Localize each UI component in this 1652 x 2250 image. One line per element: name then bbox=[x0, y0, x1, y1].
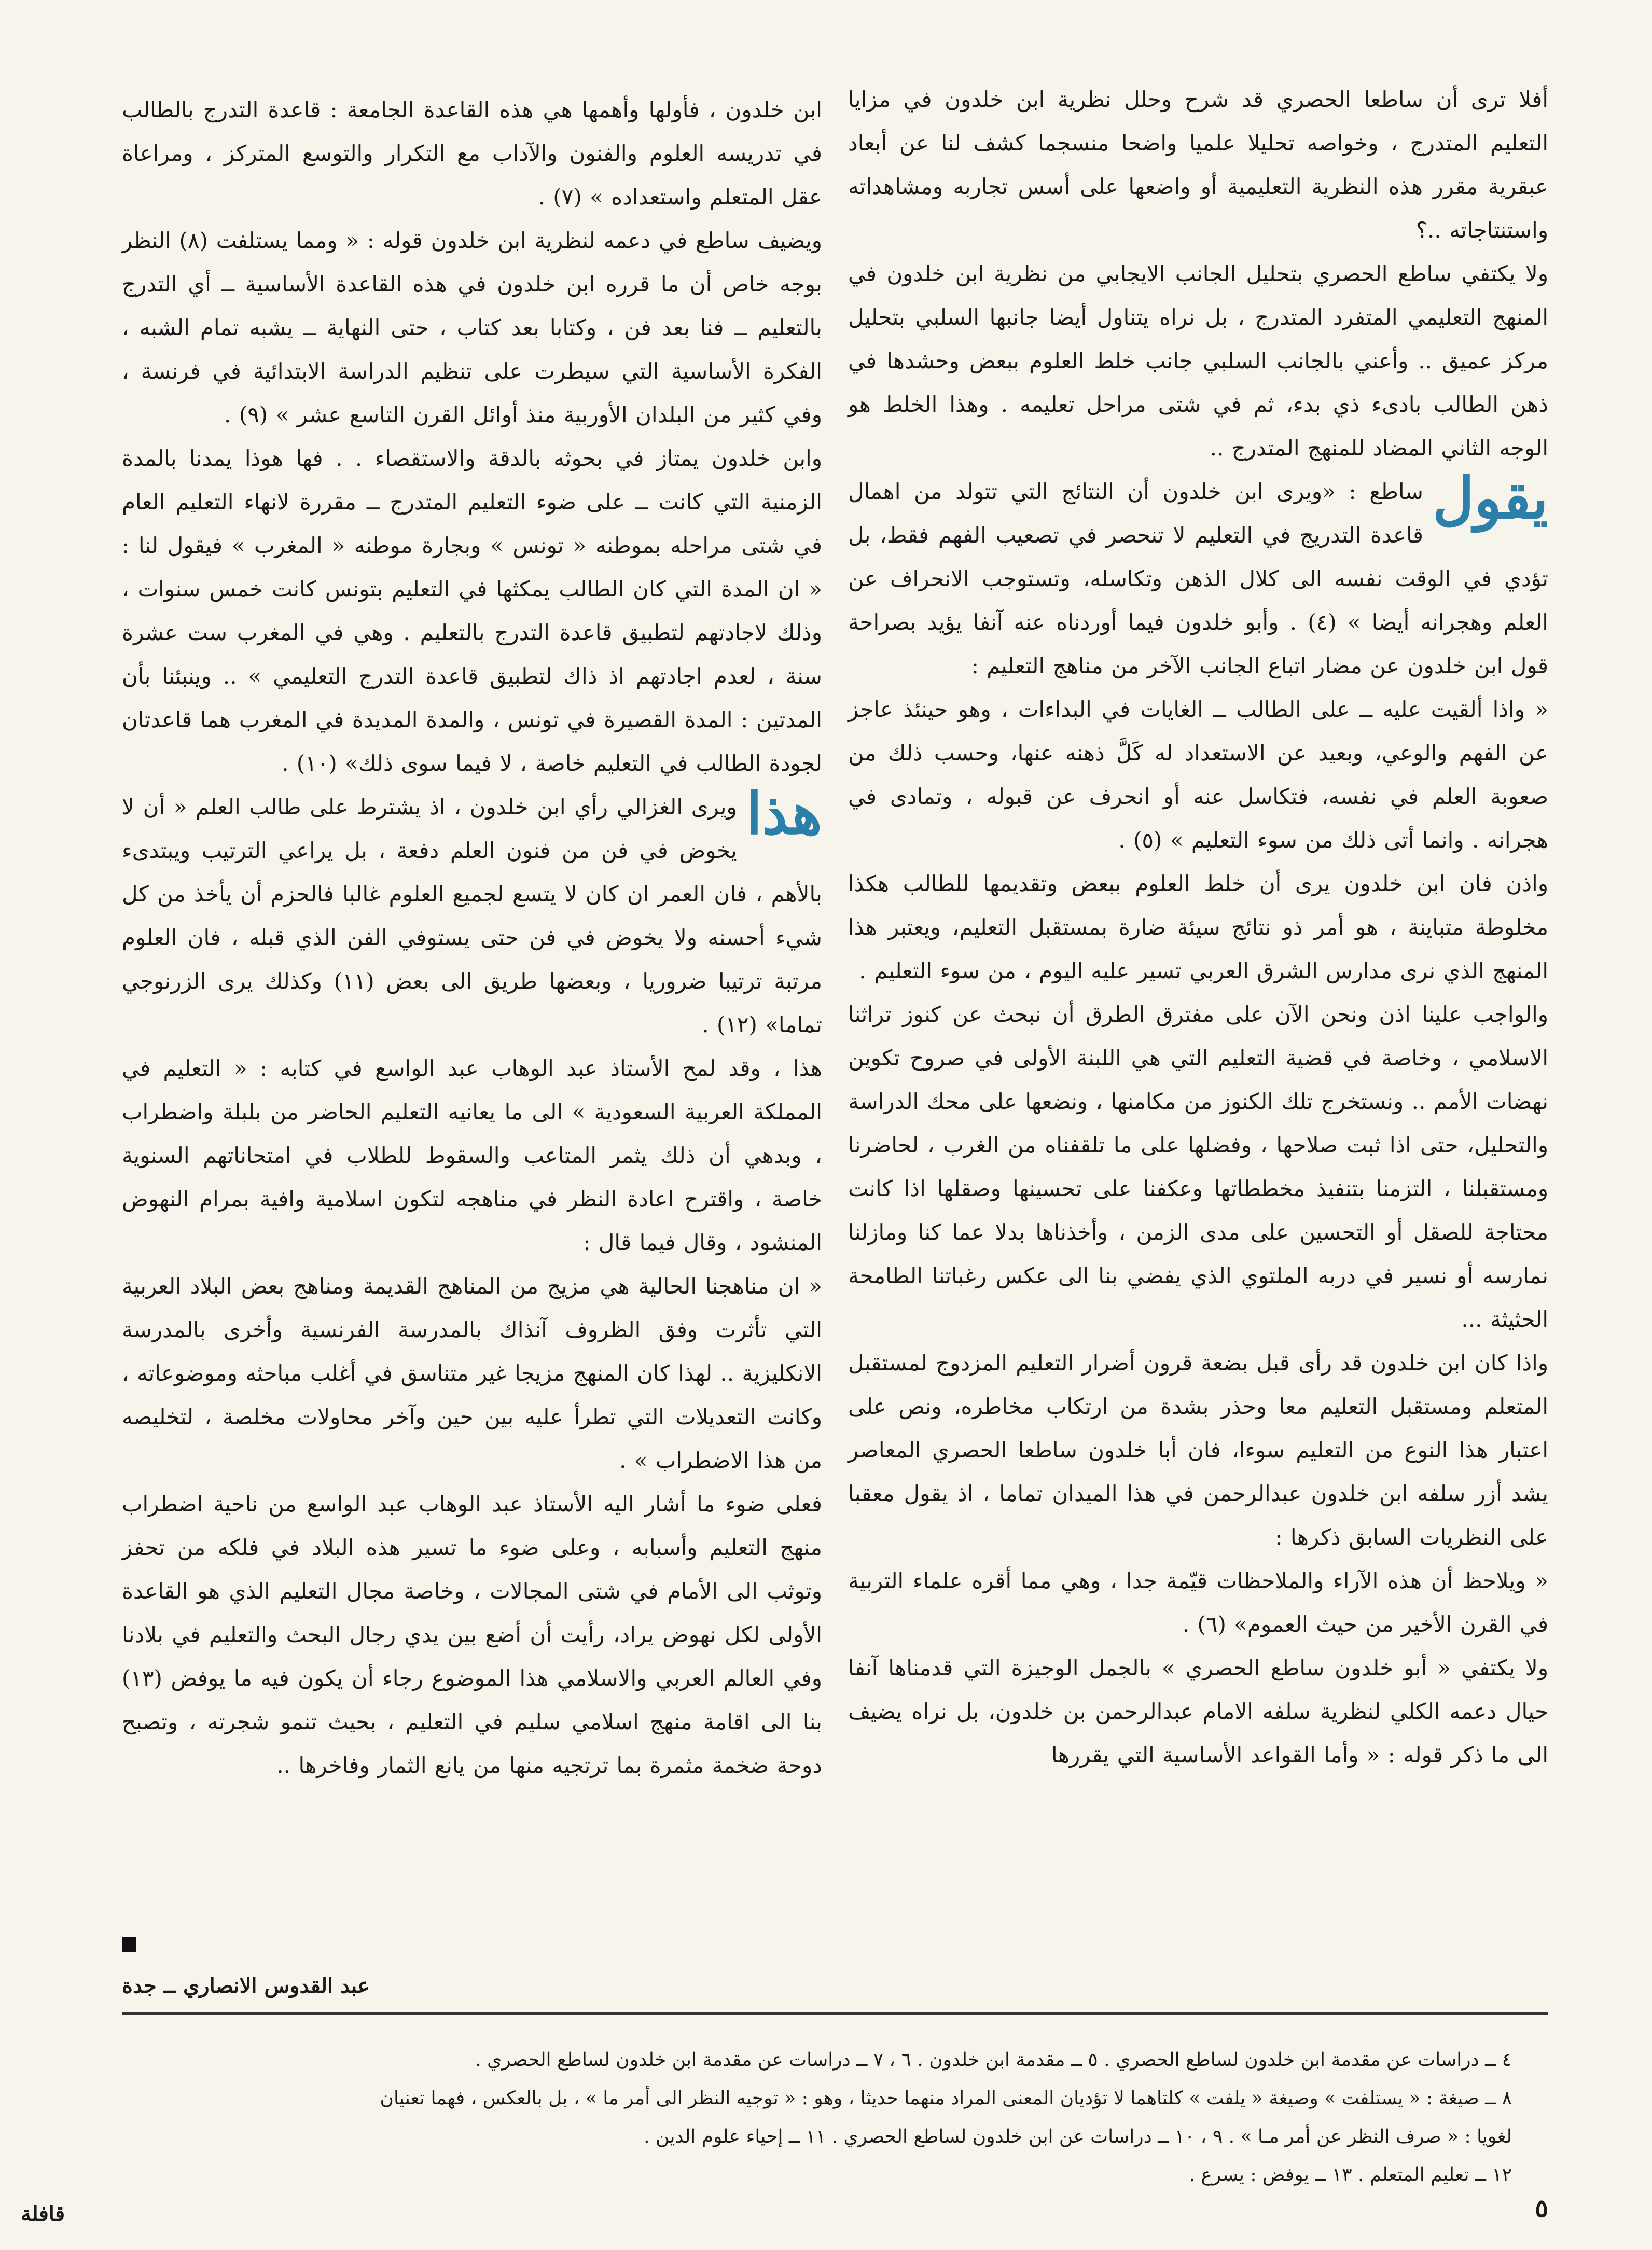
footnote-line: ٤ ــ دراسات عن مقدمة ابن خلدون لساطع الحصري . ٥ ــ مقدمة ابن خلدون . ٦ ، ٧ ــ دراسات عن مقدمة ابن خلدون لساطع الحصري . bbox=[475, 2049, 1512, 2071]
paragraph: وابن خلدون يمتاز في بحوثه بالدقة والاستقصاء . . فها هوذا يمدنا بالمدة الزمنية التي كانت ــ على ضوء التعليم المتدرج ــ مقررة لانهاء التعليم العام في شتى مراحله بموطنه « تونس » وبجارة موطنه « المغرب » فيقول لنا : « ان المدة التي كان الطالب يمكثها في التعليم بتونس كانت خمس سنوات ، وذلك لاجادتهم لتطبيق قاعدة التدرج بالتعليم . وهي في المغرب ست عشرة سنة ، لعدم اجادتهم اذ ذاك لتطبيق قاعدة التدرج التعليمي » .. وينبئنا بأن المدتين : المدة القصيرة في تونس ، والمدة المديدة في المغرب هما قاعدتان لجودة الطالب في التعليم خاصة ، لا فيما سوى ذلك» (١٠) . bbox=[122, 446, 822, 776]
paragraph: « واذا ألقيت عليه ــ على الطالب ــ الغايات في البداءات ، وهو حينئذ عاجز عن الفهم والوعي، وبعيد عن الاستعداد له كَلَّ ذهنه عنها، وحسب ذلك من صعوبة العلم في نفسه، فتكاسل عنه أو انحرف عن قبوله ، وتمادى في هجرانه . وانما أتى ذلك من سوء التعليم » (٥) . bbox=[848, 697, 1548, 853]
paragraph: هذا ، وقد لمح الأستاذ عبد الوهاب عبد الواسع في كتابه : « التعليم في المملكة العربية السعودية » الى ما يعانيه التعليم الحاضر من بلبلة واضطراب ، وبدهي أن ذلك يثمر المتاعب والسقوط للطلاب في امتحاناتهم السنوية خاصة ، واقترح اعادة النظر في مناهجه لتكون اسلامية وافية بمرام النهوض المنشود ، وقال فيما قال : bbox=[122, 1055, 822, 1255]
paragraph: يقول ساطع : «ويرى ابن خلدون أن النتائج التي تتولد من اهمال قاعدة التدريج في التعليم لا تنحصر في تصعيب الفهم فقط، بل تؤدي في الوقت نفسه الى كلال الذهن وتكاسله، وتستوجب الانحراف عن العلم وهجرانه أيضا » (٤) . وأبو خلدون فيما أوردناه عنه آنفا يؤيد بصراحة قول ابن خلدون عن مضار اتباع الجانب الآخر من مناهج التعليم : bbox=[848, 465, 1548, 678]
paragraph: واذا كان ابن خلدون قد رأى قبل بضعة قرون أضرار التعليم المزدوج لمستقبل المتعلم ومستقبل التعليم معا وحذر بشدة من ارتكاب مخاطره، ونص على اعتبار هذا النوع من التعليم سوءا، فان أبا خلدون ساطعا الحصري المعاصر يشد أزر سلفه ابن خلدون عبدالرحمن في هذا الميدان تماما ، اذ يقول معقبا على النظريات السابق ذكرها : bbox=[848, 1350, 1548, 1550]
footnotes bbox=[122, 2041, 1512, 2195]
drop-cap-word: هذا bbox=[746, 780, 822, 847]
footnote-line: لغويا : « صرف النظر عن أمر مـا » . ٩ ، ١٠ ــ دراسات عن ابن خلدون لساطع الحصري . ١١ ــ إحياء علوم الدين . bbox=[644, 2126, 1512, 2147]
paragraph: فعلى ضوء ما أشار اليه الأستاذ عبد الوهاب عبد الواسع من ناحية اضطراب منهج التعليم وأسبابه ، وعلى ضوء ما تسير هذه البلاد في فلكه من تحفز وتوثب الى الأمام في شتى المجالات ، وخاصة مجال التعليم الذي هو القاعدة الأولى لكل نهوض يراد، رأيت أن أضع بين يدي رجال البحث والتعليم في بلادنا وفي العالم العربي والاسلامي هذا الموضوع رجاء أن يكون فيه ما يوفض (١٣) بنا الى اقامة منهج اسلامي سليم في التعليم ، بحيث تنمو شجرته ، وتصبح دوحة ضخمة مثمرة بما ترتجيه منها من يانع الثمار وفاخرها .. bbox=[122, 1491, 822, 1778]
paragraph: والواجب علينا اذن ونحن الآن على مفترق الطرق أن نبحث عن كنوز تراثنا الاسلامي ، وخاصة في قضية التعليم التي هي اللبنة الأولى في صروح تكوين نهضات الأمم .. ونستخرج تلك الكنوز من مكامنها ، ونضعها على محك الدراسة والتحليل، حتى اذا ثبت صلاحها ، وفضلها على ما تلقفناه من الغرب ، لحاضرنا ومستقبلنا ، التزمنا بتنفيذ مخططاتها وعكفنا على تحسينها وصقلها اذا كانت محتاجة للصقل أو التحسين على مدى الزمن ، وأخذناها بدلا عما كنا ومازلنا نمارسه أو نسير في دربه الملتوي الذي يفضي بنا الى عكس رغباتنا الطامحة الحثيثة ... bbox=[848, 1002, 1548, 1332]
footnote-line: ٨ ــ صيغة : « يستلفت » وصيغة « يلفت » كلتاهما لا تؤديان المعنى المراد منهما حديثا ، وهو : « توجيه النظر الى أمر ما » ، بل بالعكس ، فهما تعنيان bbox=[380, 2088, 1512, 2109]
paragraph: واذن فان ابن خلدون يرى أن خلط العلوم ببعض وتقديمها للطالب هكذا مخلوطة متباينة ، هو أمر ذو نتائج سيئة ضارة بمستقبل التعليم، ويعتبر هذا المنهج الذي نرى مدارس الشرق العربي تسير عليه اليوم ، من سوء التعليم . bbox=[848, 871, 1548, 983]
paragraph: أفلا ترى أن ساطعا الحصري قد شرح وحلل نظرية ابن خلدون في مزايا التعليم المتدرج ، وخواصه تحليلا علميا واضحا منسجما كشف لنا عن أبعاد عبقرية مقرر هذه النظرية التعليمية أو واضعها على أسس تجاربه ومشاهداته واستنتاجاته ..؟ bbox=[848, 87, 1548, 243]
page-number: ٥ bbox=[1535, 2194, 1548, 2223]
paragraph: ولا يكتفي « أبو خلدون ساطع الحصري » بالجمل الوجيزة التي قدمناها آنفا حيال دعمه الكلي لنظرية سلفه الامام عبدالرحمن بن خلدون، بل نراه يضيف الى ما ذكر قوله : « وأما القواعد الأساسية التي يقررها bbox=[848, 1655, 1548, 1768]
paragraph: ويضيف ساطع في دعمه لنظرية ابن خلدون قوله : « ومما يستلفت (٨) النظر بوجه خاص أن ما قرره ابن خلدون في هذه القاعدة الأساسية ــ أي التدرج بالتعليم ــ فنا بعد فن ، وكتابا بعد كتاب ، حتى النهاية ــ يشبه تمام الشبه ، الفكرة الأساسية التي سيطرت على تنظيم الدراسة الابتدائية في فرنسة ، وفي كثير من البلدان الأوربية منذ أوائل القرن التاسع عشر » (٩) . bbox=[122, 228, 822, 427]
right-column bbox=[848, 78, 1548, 1777]
drop-cap-word: يقول bbox=[1432, 465, 1548, 532]
paragraph: هذا ويرى الغزالي رأي ابن خلدون ، اذ يشترط على طالب العلم « أن لا يخوض في فن من فنون العلم دفعة ، بل يراعي الترتيب ويبتدىء بالأهم ، فان العمر ان كان لا يتسع لجميع العلوم غالبا فالحزم أن يأخذ من كل شيء أحسنه ولا يخوض في فن حتى يستوفي الفن الذي قبله ، فان العلوم مرتبة ترتيبا ضروريا ، وبعضها طريق الى بعض (١١) وكذلك يرى الزرنوجي تماما» (١٢) . bbox=[122, 780, 822, 1037]
paragraph: « ويلاحظ أن هذه الآراء والملاحظات قيّمة جدا ، وهي مما أقره علماء التربية في القرن الأخير من حيث العموم» (٦) . bbox=[848, 1568, 1548, 1637]
footnote-divider bbox=[122, 2012, 1548, 2015]
paragraph: ابن خلدون ، فأولها وأهمها هي هذه القاعدة الجامعة : قاعدة التدرج بالطالب في تدريسه العلوم والفنون والآداب مع التكرار والتوسع المتركز ، ومراعاة عقل المتعلم واستعداده » (٧) . bbox=[122, 97, 822, 210]
author-byline: عبد القدوس الانصاري ــ جدة bbox=[122, 1974, 370, 1998]
left-column bbox=[122, 88, 822, 1787]
paragraph: ولا يكتفي ساطع الحصري بتحليل الجانب الايجابي من نظرية ابن خلدون في المنهج التعليمي المتفرد المتدرج ، بل نراه يتناول أيضا جانبها السلبي بتحليل مركز عميق .. وأعني بالجانب السلبي جانب خلط العلوم ببعض وحشدها في ذهن الطالب بادىء ذي بدء، ثم في شتى مراحل تعليمه . وهذا الخلط هو الوجه الثاني المضاد للمنهج المتدرج .. bbox=[848, 261, 1548, 461]
end-of-article-mark bbox=[122, 1937, 136, 1952]
footnote-line: ١٢ ــ تعليم المتعلم . ١٣ ــ يوفض : يسرع . bbox=[1189, 2164, 1512, 2186]
magazine-name: قافلة bbox=[21, 2202, 65, 2226]
paragraph: « ان مناهجنا الحالية هي مزيج من المناهج القديمة ومناهج بعض البلاد العربية التي تأثرت وفق الظروف آنذاك بالمدرسة الفرنسية وأخرى بالمدرسة الانكليزية .. لهذا كان المنهج مزيجا غير متناسق في أغلب مباحثه وموضوعاته ، وكانت التعديلات التي تطرأ عليه بين حين وآخر محاولات مخلصة ، لتخليصه من هذا الاضطراب » . bbox=[122, 1273, 822, 1473]
